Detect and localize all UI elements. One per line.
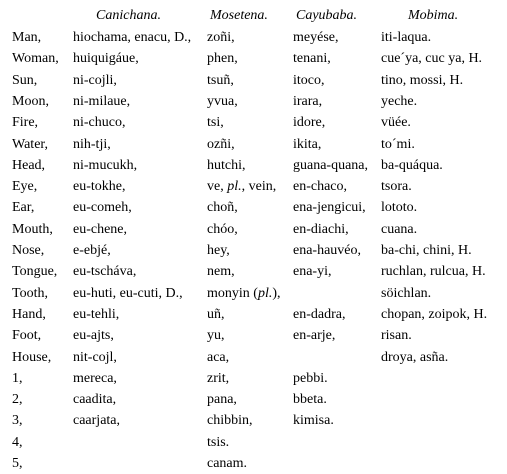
cell-english: House, [12, 349, 52, 365]
cell-mobima: vüée. [381, 115, 411, 131]
cell-english: Eye, [12, 179, 38, 195]
cell-mosetena: hey, [207, 243, 230, 258]
table-row [0, 27, 507, 48]
cell-mosetena: nem, [207, 264, 235, 280]
cell-cayubaba: ena-jengicui, [293, 200, 366, 216]
header-canichana: Canichana. [96, 8, 161, 23]
cell-english: Water, [12, 136, 49, 152]
cell-mobima: cue´ya, cuc ya, H. [381, 51, 483, 67]
cell-canichana: caadita, [73, 392, 117, 408]
cell-cayubaba: guana-quana, [293, 157, 369, 173]
cell-mosetena: yvua, [207, 93, 238, 109]
cell-english: Tooth, [12, 285, 48, 301]
cell-canichana: mereca, [73, 370, 117, 386]
cell-canichana: eu-huti, eu-cuti, D., [73, 285, 183, 301]
table-row [0, 219, 507, 240]
cell-canichana: eu-comeh, [73, 200, 132, 216]
cell-mobima: söichlan. [381, 285, 432, 301]
cell-cayubaba: itoco, [293, 72, 325, 88]
cell-canichana: huiquigáue, [73, 51, 139, 67]
cell-english: Fire, [12, 115, 39, 131]
table-row [0, 155, 507, 176]
cell-cayubaba: tenani, [293, 51, 331, 67]
cell-english: 3, [12, 413, 23, 429]
cell-mosetena: monyin (pl.), [207, 285, 281, 301]
cell-cayubaba: en-arje, [293, 328, 336, 344]
cell-mosetena: canam. [207, 456, 248, 471]
cell-mosetena: ve, pl., vein, [207, 179, 277, 195]
cell-cayubaba: kimisa. [293, 413, 334, 429]
cell-cayubaba: ena-yi, [293, 264, 332, 280]
cell-cayubaba: en-diachi, [293, 221, 349, 237]
cell-cayubaba: meyése, [293, 30, 339, 45]
cell-english: 1, [12, 370, 23, 386]
table-row [0, 112, 507, 133]
cell-cayubaba: ikita, [293, 136, 322, 152]
cell-canichana: nih-tji, [73, 136, 111, 152]
table-row [0, 304, 507, 325]
cell-english: Head, [12, 157, 46, 173]
header-cayubaba: Cayubaba. [296, 8, 358, 23]
cell-mobima: tsora. [381, 179, 412, 195]
cell-english: Ear, [12, 200, 35, 216]
cell-mosetena: uñ, [207, 306, 225, 322]
table-row [0, 261, 507, 282]
cell-english: 4, [12, 434, 23, 450]
table-row [0, 325, 507, 346]
cell-mosetena: pana, [207, 392, 237, 408]
table-row [0, 432, 507, 453]
table-row [0, 176, 507, 197]
table-row [0, 347, 507, 368]
cell-canichana: e-ebjé, [73, 243, 111, 258]
cell-canichana: nit-cojl, [73, 349, 117, 365]
cell-canichana: ni-chuco, [73, 115, 126, 131]
cell-mobima: chopan, zoipok, H. [381, 306, 488, 322]
cell-cayubaba: irara, [293, 93, 323, 109]
cell-canichana: eu-tscháva, [73, 264, 137, 280]
cell-canichana: ni-cojli, [73, 72, 117, 88]
cell-english: Tongue, [12, 264, 58, 280]
cell-cayubaba: idore, [293, 115, 326, 131]
cell-english: 5, [12, 456, 23, 471]
header-mosetena: Mosetena. [210, 8, 268, 23]
cell-cayubaba: en-dadra, [293, 306, 346, 322]
cell-cayubaba: pebbi. [293, 370, 328, 386]
cell-english: Man, [12, 30, 42, 45]
cell-english: Foot, [12, 328, 42, 344]
table-row [0, 240, 507, 261]
cell-english: Moon, [12, 93, 49, 109]
table-row [0, 389, 507, 410]
cell-mosetena: hutchi, [207, 157, 246, 173]
cell-canichana: ni-mucukh, [73, 157, 138, 173]
cell-mobima: risan. [381, 328, 412, 344]
cell-mosetena: ozñi, [207, 136, 235, 152]
cell-mobima: tino, mossi, H. [381, 72, 464, 88]
cell-cayubaba: ena-hauvéo, [293, 243, 362, 258]
cell-mosetena: choñ, [207, 200, 238, 216]
cell-mosetena: phen, [207, 51, 238, 67]
cell-mosetena: chibbin, [207, 413, 253, 429]
cell-mosetena: tsi, [207, 115, 224, 131]
cell-mobima: iti-laqua. [381, 30, 432, 45]
table-row [0, 197, 507, 218]
cell-mosetena: aca, [207, 349, 230, 365]
cell-canichana: eu-chene, [73, 221, 128, 237]
cell-english: Sun, [12, 72, 38, 88]
cell-mosetena: zoñi, [207, 30, 235, 45]
table-row [0, 48, 507, 69]
cell-english: Woman, [12, 51, 59, 67]
cell-mobima: lototo. [381, 200, 418, 216]
cell-mosetena: chóo, [207, 221, 238, 237]
cell-mobima: to´mi. [381, 136, 415, 152]
cell-mobima: yeche. [381, 93, 418, 109]
cell-canichana: eu-ajts, [73, 328, 114, 344]
cell-canichana: hiochama, enacu, D., [73, 30, 192, 45]
cell-canichana: caarjata, [73, 413, 121, 429]
cell-mosetena: yu, [207, 328, 225, 344]
table-row [0, 368, 507, 389]
cell-english: Mouth, [12, 221, 53, 237]
table-row [0, 70, 507, 91]
cell-canichana: eu-tokhe, [73, 179, 126, 195]
cell-canichana: ni-milaue, [73, 93, 131, 109]
header-mobima: Mobima. [408, 8, 459, 23]
table-row [0, 283, 507, 304]
cell-mosetena: zrit, [207, 370, 230, 386]
cell-cayubaba: bbeta. [293, 392, 327, 408]
cell-mobima: ba-quáqua. [381, 157, 443, 173]
table-row [0, 91, 507, 112]
cell-mobima: ruchlan, rulcua, H. [381, 264, 486, 280]
cell-english: Nose, [12, 243, 45, 258]
table-row [0, 410, 507, 431]
cell-mosetena: tsuñ, [207, 72, 234, 88]
cell-mobima: droya, asña. [381, 349, 449, 365]
cell-canichana: eu-tehli, [73, 306, 120, 322]
cell-english: 2, [12, 392, 23, 408]
cell-mosetena: tsis. [207, 434, 230, 450]
table-row [0, 453, 507, 474]
cell-english: Hand, [12, 306, 46, 322]
cell-mobima: cuana. [381, 221, 418, 237]
cell-cayubaba: en-chaco, [293, 179, 348, 195]
table-row [0, 134, 507, 155]
cell-mobima: ba-chi, chini, H. [381, 243, 472, 258]
